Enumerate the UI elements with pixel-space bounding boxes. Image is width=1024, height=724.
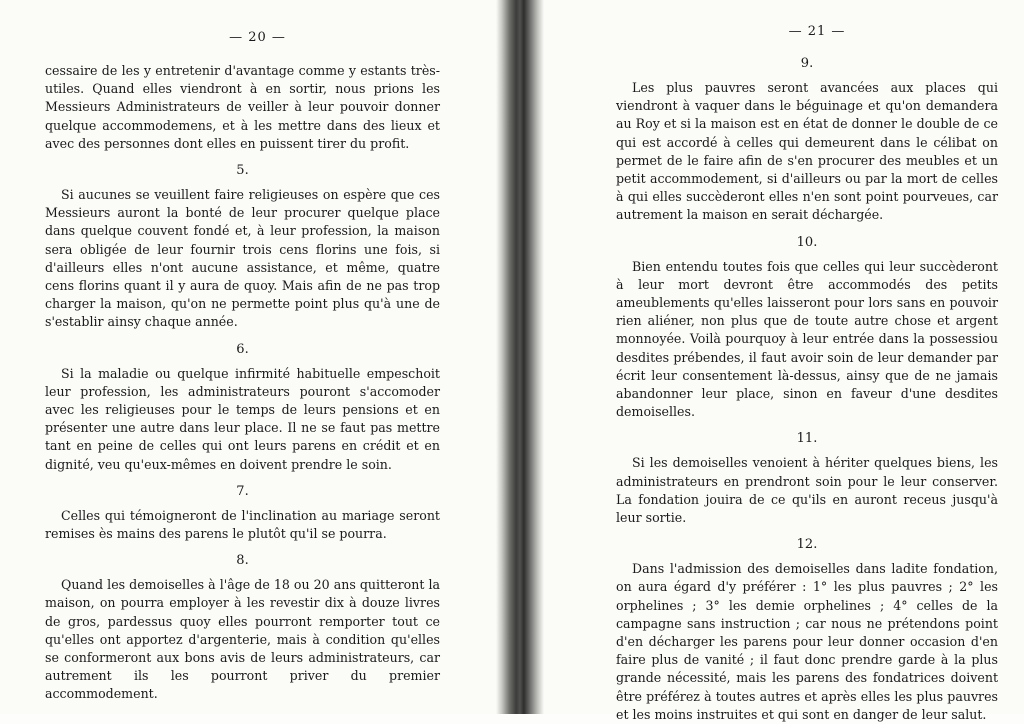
- section-paragraph: Celles qui témoigneront de l'inclination au mariage seront remises ès mains des parens le plutôt qu'il se pourra.: [45, 507, 440, 542]
- opening-paragraph: cessaire de les y entretenir d'avantage comme y estants très-utiles. Quand elles viendront à en sortir, nous prions les Messieurs Administrateurs de veiller à leur pouvoir donner quelque accommodemens, et à les mettre dans des lieux et avec des personnes dont elles en puissent tirer du profit.: [45, 63, 440, 151]
- section-paragraph: Quand les demoiselles à l'âge de 18 ou 20 ans quitteront la maison, on pourra employer à les revestir dix à douze livres de gros, pardessus quoy elles pourront remporter tout ce qu'elles ont apportez d'argenterie, mais à condition qu'elles se conformeront aux bons avis de leurs administrateurs, car autrement ils les pourront priver du premier accommodement.: [45, 577, 440, 702]
- section-number: 12.: [796, 537, 818, 553]
- right-page: [540, 0, 1024, 722]
- left-page: [0, 0, 500, 714]
- section-paragraph: Dans l'admission des demoiselles dans ladite fondation, on aura égard d'y préférer : 1° les plus pauvres ; 2° les orphelines ; 3° les demie orphelines ; 4° celles de la campagne sans instruction ; car nous ne prétendons point d'en décharger les parens pour leur donner occasion d'en faire plus de vanité ; il faut donc prendre garde à la plus grande nécessité, mais les parens des fondatrices doivent être préférez à toutes autres et après elles les plus pauvres et les moins instruites et qui sont en danger de leur salut.: [616, 561, 998, 722]
- section-paragraph: Les plus pauvres seront avancées aux places qui viendront à vaquer dans le béguinage et qu'on demandera au Roy et si la maison est en état de donner le double de ce qui est accordé à celles qui demeurent dans le célibat on permet de le faire afin de s'en procurer des meubles et un petit accommodement, si d'ailleurs ou par la mort de celles à qui elles succèderont elles n'en sont point pourveues, car autrement la maison en serait déchargée.: [616, 80, 998, 223]
- section-paragraph: Si aucunes se veuillent faire religieuses on espère que ces Messieurs auront la bonté de leur procurer quelque place dans quelque couvent fondé et, à leur profession, la maison sera obligée de leur fournir trois cens florins une fois, si d'ailleurs elles n'ont aucune assistance, et même, quatre cens florins quant il y aura de quoy. Mais afin de ne pas trop charger la maison, qu'on ne permette point plus qu'à une de s'establir ainsy chaque année.: [45, 187, 440, 330]
- section-number: 10.: [796, 234, 818, 250]
- section-number: 5.: [236, 163, 249, 179]
- page-number: — 21 —: [788, 24, 846, 39]
- section-number: 9.: [800, 56, 814, 71]
- section-paragraph: Si les demoiselles venoient à hériter quelques biens, les administrateurs en prendront soin pour le leur conserver. La fondation jouira de ce qu'ils en auront receus jusqu'à leur sortie.: [616, 455, 998, 526]
- section-number: 6.: [236, 341, 249, 357]
- page-number: — 20 —: [229, 30, 286, 45]
- section-number: 7.: [236, 483, 249, 499]
- section-paragraph: Si la maladie ou quelque infirmité habituelle empeschoit leur profession, les administrateurs pouront s'accomoder avec les religieuses pour le temps de leurs pensions et en présenter une autre dans leur place. Il ne se faut pas mettre tant en peine de celles qui ont leurs parens en crédit et en dignité, veu qu'eux-mêmes en doivent prendre le soin.: [45, 365, 440, 472]
- section-number: 11.: [796, 431, 818, 447]
- section-paragraph: Bien entendu toutes fois que celles qui leur succèderont à leur mort devront être accommodés des petits ameublements qu'elles laisseront pour lors sans en pouvoir rien aliéner, non plus que de toute autre chose et argent monnoyée. Voilà pourquoy à leur entrée dans la possessiou desdites prébendes, il faut avoir soin de leur demander par écrit leur consentement là-dessus, ainsy que de ne jamais abandonner leur place, sinon en faveur d'une desdites demoiselles.: [616, 258, 998, 420]
- book-gutter: [496, 0, 544, 714]
- section-number: 8.: [236, 553, 249, 569]
